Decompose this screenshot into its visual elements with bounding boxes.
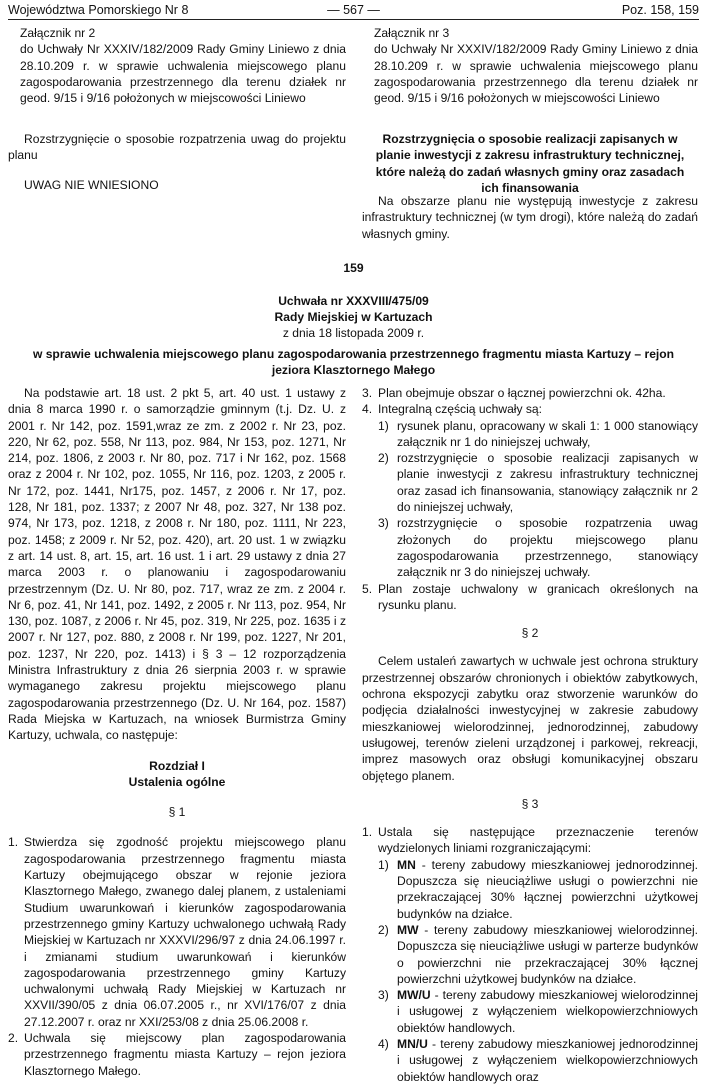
right-column xyxy=(362,385,698,1085)
resolution-title: Uchwała nr XXXVIII/475/09 xyxy=(278,294,429,308)
list-item: 1. Stwierdza się zgodność projektu miejscowego planu zagospodarowania przestrzennego fragmentu miasta Kartuzy obejmującego obszar w rejonie jeziora Klasztornego Małego, zwanego dalej planem, z ustaleniami Studium uwarunkowań i kierunków zagospodarowania przestrzennego gminy Kartuzy uchwalonego uchwałą Rady Miejskiej w Kartuzach nr XXXVI/296/97 z dnia 24.06.1997 r. i zmianami studium uwarunkowań i kierunków zagospodarowania przestrzennego gminy Kartuzy uchwalonymi uchwałą Rady Miejskiej w Kartuzach nr XXVII/390/05 z dnia 06.07.2005 r., nr XVI/176/07 z dnia 27.12.2007 r. oraz nr XXI/253/08 z dnia 25.06.2008 r. xyxy=(8,835,346,1029)
list-item: 3. Plan obejmuje obszar o łącznej powierzchni ok. 42ha. xyxy=(362,386,666,400)
list-item: 4. Integralną częścią uchwały są: xyxy=(362,402,543,417)
list-item: 2. Uchwala się miejscowy plan zagospodarowania przestrzennego fragmentu miasta Kartuzy – rejon jeziora Klasztornego Małego. xyxy=(8,1030,346,1078)
annex-2-title: Załącznik nr 2 xyxy=(20,26,96,40)
zones-list xyxy=(362,857,698,1085)
annex-3-text: Na obszarze planu nie występują inwestycje z zakresu infrastruktury technicznej (w tym drogi), które należą do zadań własnych gminy. xyxy=(362,194,698,241)
annex-3-description: do Uchwały Nr XXXIV/182/2009 Rady Gminy Liniewo z dnia 28.10.209 r. w sprawie uchwalenia miejscowego planu zagospodarowania przestrzennego dla terenu działek nr geod. 9/15 i 9/16 położonych w miejscowości Liniewo xyxy=(374,42,698,106)
zone-item: 2) MW - tereny zabudowy mieszkaniowej wielorodzinnej. Dopuszcza się nieuciążliwe usługi w parterze budynków o powierzchni nie przekraczającej 30% łącznej powierzchni użytkowej budynków na działce. xyxy=(378,922,698,986)
list-item: 3) rozstrzygnięcie o sposobie rozpatrzenia uwag złożonych do projektu miejscowego planu zagospodarowania przestrzennego, stanowiący załącznik nr 3 do niniejszej uchwały. xyxy=(378,516,698,580)
header-page-number: — 567 — xyxy=(327,3,380,17)
resolution-subject: w sprawie uchwalenia miejscowego planu zagospodarowania przestrzennego fragmentu miasta Kartuzy – rejon jeziora Klasztornego Małego xyxy=(32,347,675,378)
list-item: 1. Ustala się następujące przeznaczenie terenów wydzielonych liniami rozgraniczającymi: xyxy=(362,825,698,856)
section-3-list xyxy=(362,824,698,857)
chapter-title: Ustalenia ogólne xyxy=(128,774,226,789)
section-3-mark: § 3 xyxy=(521,796,539,811)
header-position: Poz. 158, 159 xyxy=(621,3,699,17)
zone-item: 1) MN - tereny zabudowy mieszkaniowej jednorodzinnej. Dopuszcza się nieuciążliwe usługi o powierzchni nie przekraczającej 30% łącznej powierzchni użytkowej budynków na działce. xyxy=(378,857,698,921)
attachments-list xyxy=(362,418,698,581)
annex-2-description: do Uchwały Nr XXXIV/182/2009 Rady Gminy Liniewo z dnia 28.10.209 r. w sprawie uchwalenia miejscowego planu zagospodarowania przestrzennego dla terenu działek nr geod. 9/15 i 9/16 położonych w miejscowości Liniewo xyxy=(20,42,346,106)
item-5 xyxy=(362,581,698,614)
chapter-number: Rozdział I xyxy=(149,758,205,773)
section-2-mark: § 2 xyxy=(521,626,539,641)
zone-item: 4) MN/U - tereny zabudowy mieszkaniowej jednorodzinnej i usługowej z wyłączeniem wielkopowierzchniowych obiektów handlowych oraz xyxy=(378,1036,698,1084)
page-header xyxy=(8,0,699,20)
annex-3-title: Załącznik nr 3 xyxy=(374,26,450,40)
list-item: 1) rysunek planu, opracowany w skali 1: 1 000 stanowiący załącznik nr 1 do niniejszej uchwały, xyxy=(378,418,698,449)
header-journal: Województwa Pomorskiego Nr 8 xyxy=(8,3,189,17)
resolution-council: Rady Miejskiej w Kartuzach xyxy=(274,310,433,324)
annex-2-heading: Rozstrzygnięcie o sposobie rozpatrzenia uwag do projektu planu xyxy=(8,132,346,163)
list-item: 2) rozstrzygnięcie o sposobie realizacji zapisanych w planie inwestycji z zakresu infrastruktury technicznej oraz zasad ich finansowania, stanowiący załącznik nr 2 do niniejszej uchwały, xyxy=(378,451,698,515)
section-2-text: Celem ustaleń zawartych w uchwale jest ochrona struktury przestrzennej obszarów chronionych i obiektów zabytkowych, ochrona ekspozycji zabytku oraz stworzenie warunków do podjęcia działalności inwestycyjnej w zakresie zabudowy mieszkaniowej wielorodzinnej, jednorodzinnej, zabudowy usługowej, terenów zieleni urządzonej i parkowej, rekreacji, imprez masowych oraz obsługi komunikacyjnej obszaru objętego planem. xyxy=(362,654,698,783)
annex-3-heading: Rozstrzygnięcia o sposobie realizacji zapisanych w planie inwestycji z zakresu infrastruktury technicznej, które należą do zadań własnych gminy oraz zasadach ich finansowania xyxy=(375,132,685,195)
resolution-date: z dnia 18 listopada 2009 r. xyxy=(282,326,425,340)
left-column xyxy=(8,385,346,1079)
annex-2 xyxy=(8,25,346,106)
item-number: 159 xyxy=(343,261,364,275)
zone-item: 3) MW/U - tereny zabudowy mieszkaniowej wielorodzinnej i usługowej z wyłączeniem wielkopowierzchniowych obiektów handlowych. xyxy=(378,988,698,1035)
annex-2-text: UWAG NIE WNIESIONO xyxy=(24,178,159,192)
section-1-mark: § 1 xyxy=(168,805,186,820)
section-1-list xyxy=(8,834,346,1078)
annex-3 xyxy=(362,25,698,106)
preamble: Na podstawie art. 18 ust. 2 pkt 5, art. 40 ust. 1 ustawy z dnia 8 marca 1990 r. o samorządzie gminnym (t.j. Dz. U. z 2001 r. Nr 142, poz. 1591,wraz ze zm. z 2002 r. Nr 23, poz. 220, Nr 62, poz. 558, Nr 113, poz. 984, Nr 153, poz. 1271, Nr 214, poz. 1806, z 2003 r. Nr 80, poz. 717 i Nr 162, poz. 1568 oraz z 2004 r. Nr 102, poz. 1055, Nr 116, poz. 1203, z 2005 r. Nr 172, poz. 1441, Nr175, poz. 1457, z 2006 r. Nr 17, poz. 128, Nr 181, poz. 1337; z 2007 Nr 48, poz. 327, Nr 138 poz. 974, Nr 173, poz. 1218, z 2008 r. Nr 180, poz. 1111, Nr 223, poz. 1458; z 2009 r. Nr 52, poz. 420), art. 20 ust. 1 w związku z art. 14 ust. 8, art. 15, art. 16 ust. 1 i art. 29 ustawy z dnia 27 marca 2003 r. o planowaniu i zagospodarowaniu przestrzennym (Dz. U. Nr 80, poz. 717, wraz ze zm. z 2004 r. Nr 6, poz. 41, Nr 141, poz. 1492, z 2005 r. Nr 113, poz. 954, Nr 130, poz. 1087, z 2006 r. Nr 45, poz. 319, Nr 225, poz. 1635 i z 2007 r. Nr 127, poz. 880, z 2008 r. Nr 199, poz. 1227, Nr 201, poz. 1237, Nr 220, poz. 1413) i § 3 – 12 rozporządzenia Ministra Infrastruktury z dnia 26 sierpnia 2003 r. w sprawie wymaganego zakresu projektu miejscowego planu zagospodarowania przestrzennego (Dz. U. Nr 164, poz. 1587) Rada Miejska w Kartuzach, na wniosek Burmistrza Gminy Kartuzy, uchwala, co następuje: xyxy=(8,386,346,743)
section-1-list-continued xyxy=(362,385,698,418)
list-item: 5. Plan zostaje uchwalony w granicach określonych na rysunku planu. xyxy=(362,581,698,612)
